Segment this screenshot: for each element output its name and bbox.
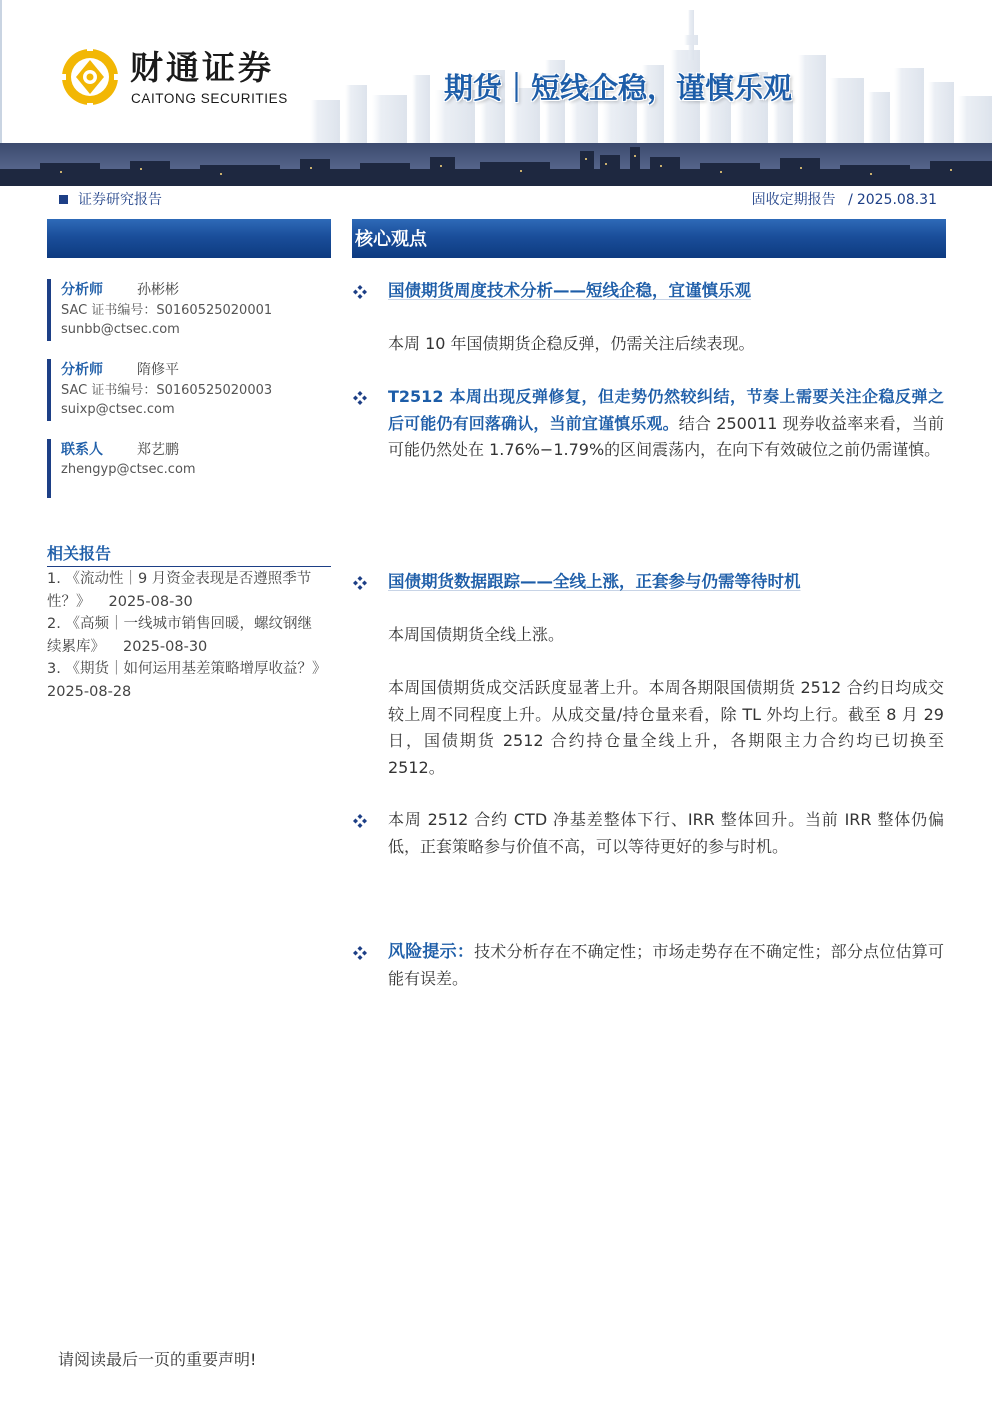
analyst-card (47, 359, 331, 421)
doc-type-label: 证券研究报告 (78, 192, 162, 208)
related-report-date: 2025-08-30 (108, 593, 193, 610)
risk-text: 技术分析存在不确定性；市场走势存在不确定性；部分点位估算可能有误差。 (388, 942, 944, 988)
related-report-line: 1. 《流动性｜9 月资金表现是否遵照季节 (47, 571, 312, 587)
related-report-item[interactable] (47, 568, 337, 613)
core-title: 核心观点 (355, 229, 427, 250)
logo-text-en: CAITONG SECURITIES (131, 91, 288, 106)
analyst-email[interactable]: suixp@ctsec.com (61, 402, 175, 417)
risk-warning (388, 939, 944, 992)
section-heading: 国债期货周度技术分析——短线企稳，宜谨慎乐观 (388, 281, 751, 300)
header-left-rule (0, 0, 2, 143)
logo-text-cn: 财通证券 (130, 48, 274, 87)
contact-email[interactable]: zhengyp@ctsec.com (61, 462, 196, 477)
related-report-date: 2025-08-30 (123, 638, 208, 655)
paragraph-emphasis: T2512 本周出现反弹修复，但走势仍然较纠结，节奏上需要关注企稳反弹之后可能仍有回落确认，当前宜谨慎乐观。 (388, 387, 944, 433)
contact-name: 郑艺鹏 (137, 442, 179, 458)
diamond-bullet-icon (352, 284, 368, 300)
category-separator: / (848, 192, 853, 208)
related-reports-title: 相关报告 (47, 544, 112, 563)
analyst-email[interactable]: sunbb@ctsec.com (61, 322, 180, 337)
contact-role: 联系人 (61, 442, 103, 458)
diamond-bullet-icon (352, 390, 368, 406)
paragraph: 本周国债期货全线上涨。 (388, 625, 565, 644)
contact-card (47, 439, 331, 498)
analyst-cert: SAC 证书编号：S0160525020003 (61, 383, 273, 398)
left-column-title-bar (47, 219, 331, 258)
analyst-accent-bar (47, 279, 51, 341)
company-logo (60, 44, 300, 110)
paragraph: 本周 10 年国债期货企稳反弹，仍需关注后续表现。 (388, 334, 755, 353)
analyst-name: 隋修平 (137, 362, 179, 378)
analyst-accent-bar (47, 359, 51, 421)
related-report-item[interactable] (47, 613, 337, 658)
logo-mark-icon (60, 46, 120, 108)
related-report-line: 性？》 (47, 593, 91, 610)
analyst-accent-bar (47, 439, 51, 498)
related-report-line (47, 591, 337, 614)
category-date (752, 191, 937, 209)
analyst-cert: SAC 证书编号：S0160525020001 (61, 303, 273, 318)
related-reports-rule (47, 566, 331, 567)
analyst-card (47, 279, 331, 341)
analyst-name: 孙彬彬 (137, 282, 179, 298)
related-report-item[interactable] (47, 658, 337, 703)
related-report-date: 2025-08-28 (47, 683, 132, 700)
report-title: 期货｜短线企稳，谨慎乐观 (444, 71, 793, 105)
analyst-role: 分析师 (61, 362, 103, 378)
related-report-line: 2. 《高频｜一线城市销售回暖，螺纹钢继 (47, 616, 312, 632)
paragraph: 本周 2512 合约 CTD 净基差整体下行、IRR 整体回升。当前 IRR 整体仍偏低，正套策略参与价值不高，可以等待更好的参与时机。 (388, 810, 944, 856)
related-report-line (47, 636, 337, 659)
disclaimer-note: 请阅读最后一页的重要声明! (58, 1350, 257, 1369)
diamond-bullet-icon (352, 575, 368, 591)
related-report-line: 3. 《期货｜如何运用基差策略增厚收益？》 (47, 661, 327, 677)
diamond-bullet-icon (352, 945, 368, 961)
paragraph-text: 结合 250011 现券收益率来看，当前可能仍然处在 1.76%−1.79%的区间震荡内，在向下有效破位之前仍需谨慎。 (388, 413, 944, 459)
doc-type-square-icon (59, 195, 68, 204)
risk-label: 风险提示： (388, 942, 475, 962)
paragraph (388, 384, 944, 464)
core-title-bar (352, 219, 946, 258)
diamond-bullet-icon (352, 813, 368, 829)
header-banner (0, 0, 992, 186)
paragraph: 本周国债期货成交活跃度显著上升。本周各期限国债期货 2512 合约日均成交较上周不同程度上升。从成交量/持仓量来看，除 TL 外均上行。截至 8 月 29 日，国债期货 2512 合约持仓量全线上升，各期限主力合约均已切换至 2512。 (388, 678, 944, 777)
section-heading: 国债期货数据跟踪——全线上涨，正套参与仍需等待时机 (388, 572, 801, 591)
related-report-line: 续累库》 (47, 638, 105, 655)
city-photo-strip (0, 143, 992, 186)
report-category: 固收定期报告 (751, 192, 836, 208)
report-date: 2025.08.31 (856, 192, 937, 208)
analyst-role: 分析师 (61, 282, 103, 298)
